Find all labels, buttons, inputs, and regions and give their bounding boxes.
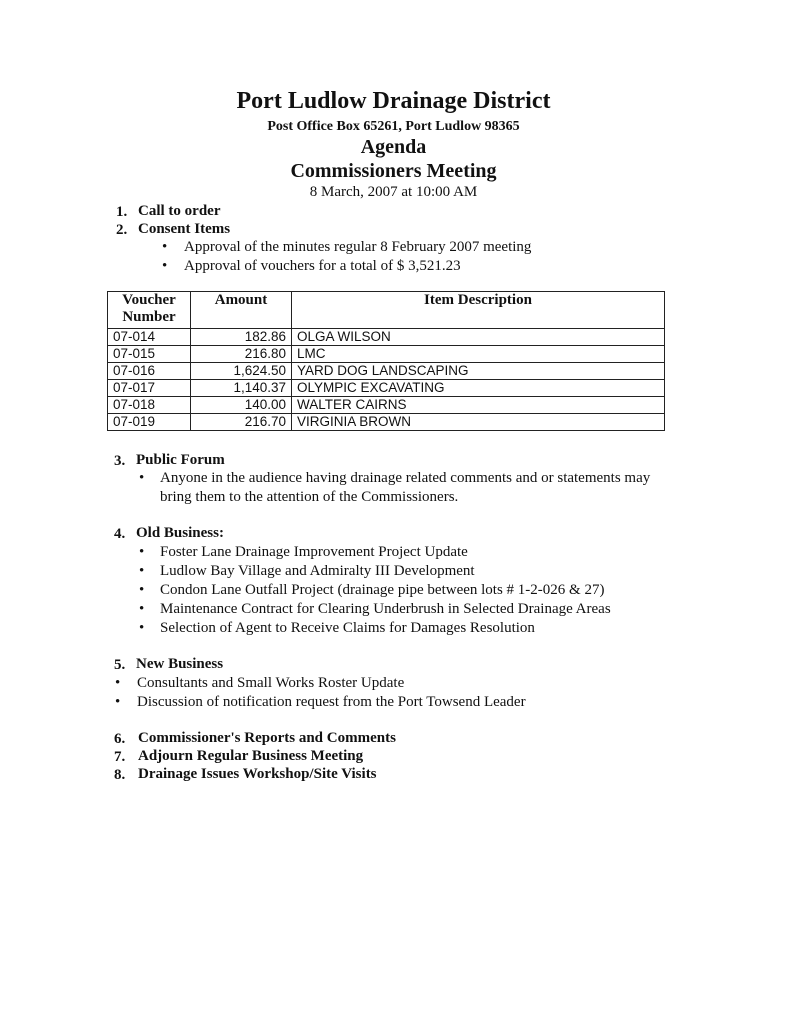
table-row — [108, 346, 665, 363]
agenda-item-2 — [116, 221, 231, 239]
agenda-item-5 — [114, 656, 224, 674]
table-row — [108, 363, 665, 380]
column-header-item-description: Item Description — [292, 292, 665, 329]
bullet-icon: • — [115, 694, 121, 710]
district-title: Port Ludlow Drainage District — [236, 88, 551, 114]
item-number: 5. — [114, 657, 126, 673]
new-business-item: Consultants and Small Works Roster Update — [137, 675, 405, 691]
description-cell: WALTER CAIRNS — [292, 397, 665, 414]
column-header-voucher-number — [108, 292, 191, 329]
item-number: 7. — [114, 749, 126, 765]
item-label: Drainage Issues Workshop/Site Visits — [138, 766, 377, 782]
amount-cell: 140.00 — [191, 397, 292, 414]
description-cell: LMC — [292, 346, 665, 363]
consent-item: Approval of the minutes regular 8 February 2007 meeting — [184, 239, 532, 255]
public-forum-text-line2: bring them to the attention of the Commissioners. — [160, 489, 459, 505]
voucher-number-cell: 07-016 — [108, 363, 191, 380]
public-forum-text-line1: Anyone in the audience having drainage related comments and or statements may — [160, 470, 651, 486]
description-cell: YARD DOG LANDSCAPING — [292, 363, 665, 380]
agenda-item-6 — [114, 730, 396, 748]
header-text: Voucher — [122, 292, 176, 308]
bullet-icon: • — [139, 620, 145, 636]
table-header-row — [108, 292, 665, 329]
table-row — [108, 397, 665, 414]
agenda-item-1 — [116, 203, 221, 221]
item-number: 4. — [114, 526, 126, 542]
voucher-number-cell: 07-017 — [108, 380, 191, 397]
old-business-item: Maintenance Contract for Clearing Underbrush in Selected Drainage Areas — [160, 601, 611, 617]
item-label: Commissioner's Reports and Comments — [138, 730, 396, 746]
meeting-name: Commissioners Meeting — [290, 160, 497, 182]
bullet-icon: • — [162, 239, 168, 255]
voucher-table — [107, 291, 665, 431]
meeting-date: 8 March, 2007 at 10:00 AM — [309, 184, 478, 200]
document-type: Agenda — [360, 136, 427, 158]
amount-cell: 1,140.37 — [191, 380, 292, 397]
bullet-icon: • — [139, 601, 145, 617]
item-number: 3. — [114, 453, 126, 469]
old-business-item: Selection of Agent to Receive Claims for Damages Resolution — [160, 620, 535, 636]
voucher-number-cell: 07-019 — [108, 414, 191, 431]
amount-cell: 1,624.50 — [191, 363, 292, 380]
bullet-icon: • — [139, 470, 145, 486]
old-business-item: Foster Lane Drainage Improvement Project Update — [160, 544, 468, 560]
amount-cell: 216.70 — [191, 414, 292, 431]
old-business-item: Ludlow Bay Village and Admiralty III Development — [160, 563, 475, 579]
table-row — [108, 329, 665, 346]
agenda-item-8 — [114, 766, 377, 784]
consent-item: Approval of vouchers for a total of $ 3,521.23 — [184, 258, 461, 274]
item-label: New Business — [136, 656, 224, 672]
item-label: Old Business: — [136, 525, 224, 541]
voucher-number-cell: 07-015 — [108, 346, 191, 363]
agenda-item-3 — [114, 452, 225, 470]
header-text: Number — [122, 309, 176, 325]
agenda-item-7 — [114, 748, 364, 766]
item-number: 8. — [114, 767, 126, 783]
amount-cell: 182.86 — [191, 329, 292, 346]
item-number: 1. — [116, 204, 128, 220]
bullet-icon: • — [139, 563, 145, 579]
amount-cell: 216.80 — [191, 346, 292, 363]
agenda-item-4 — [114, 525, 224, 543]
column-header-amount: Amount — [191, 292, 292, 329]
new-business-item: Discussion of notification request from the Port Towsend Leader — [137, 694, 526, 710]
description-cell: OLGA WILSON — [292, 329, 665, 346]
table-row — [108, 380, 665, 397]
description-cell: VIRGINIA BROWN — [292, 414, 665, 431]
old-business-item: Condon Lane Outfall Project (drainage pipe between lots # 1-2-026 & 27) — [160, 582, 605, 598]
district-address: Post Office Box 65261, Port Ludlow 98365 — [267, 119, 520, 134]
bullet-icon: • — [115, 675, 121, 691]
item-number: 6. — [114, 731, 126, 747]
table-row — [108, 414, 665, 431]
bullet-icon: • — [162, 258, 168, 274]
item-label: Consent Items — [138, 221, 231, 237]
item-label: Adjourn Regular Business Meeting — [138, 748, 364, 764]
description-cell: OLYMPIC EXCAVATING — [292, 380, 665, 397]
item-label: Public Forum — [136, 452, 225, 468]
item-number: 2. — [116, 222, 128, 238]
item-label: Call to order — [138, 203, 221, 219]
bullet-icon: • — [139, 582, 145, 598]
voucher-number-cell: 07-014 — [108, 329, 191, 346]
bullet-icon: • — [139, 544, 145, 560]
voucher-number-cell: 07-018 — [108, 397, 191, 414]
